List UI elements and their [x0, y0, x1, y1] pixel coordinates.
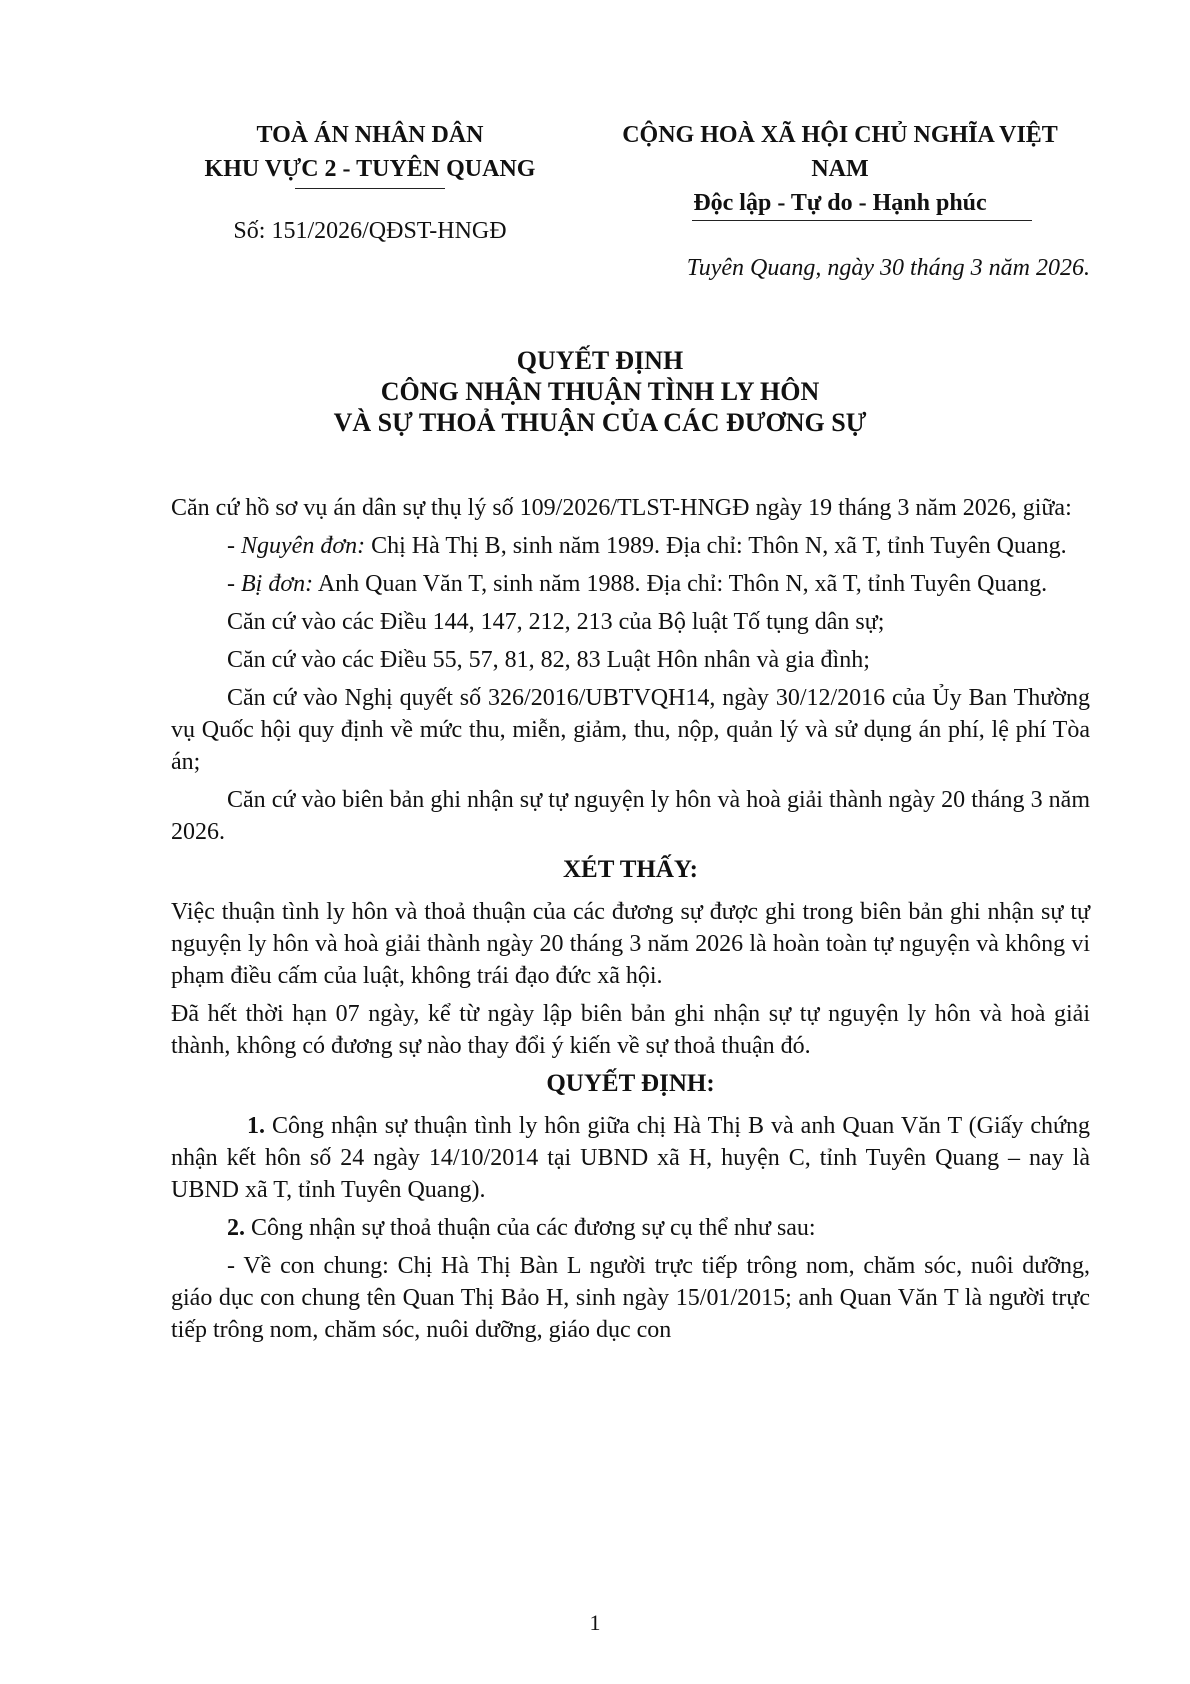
document-title	[150, 345, 1050, 438]
court-region: KHU VỰC 2 - TUYÊN QUANG	[204, 156, 536, 182]
defendant-text: Anh Quan Văn T, sinh năm 1988. Địa chỉ: Thôn N, xã T, tỉnh Tuyên Quang.	[317, 571, 1048, 597]
court-header	[150, 118, 590, 189]
decision-item-2-text: Công nhận sự thoả thuận của các đương sự cụ thể như sau:	[251, 1215, 816, 1241]
decision-item-1	[171, 1110, 1090, 1206]
document-number: Số: 151/2026/QĐST-HNGĐ	[233, 218, 507, 244]
intro-paragraph: Căn cứ hồ sơ vụ án dân sự thụ lý số 109/2026/TLST-HNGĐ ngày 19 tháng 3 năm 2026, giữa:	[171, 495, 1072, 521]
plaintiff-paragraph: - Nguyên đơn: Chị Hà Thị B, sinh năm 1989. Địa chỉ: Thôn N, xã T, tỉnh Tuyên Quang.	[227, 533, 1067, 559]
plaintiff-label: Nguyên đơn:	[241, 533, 366, 559]
legal-basis-3: Căn cứ vào Nghị quyết số 326/2016/UBTVQH14, ngày 30/12/2016 của Ủy Ban Thường vụ Quốc hội quy định về mức thu, miễn, giảm, thu, nộp, quản lý và sử dụng án phí, lệ phí Tòa án;	[171, 685, 1090, 775]
court-underline	[295, 188, 445, 189]
national-motto: Độc lập - Tự do - Hạnh phúc	[693, 190, 987, 216]
national-title-line2: NAM	[811, 156, 869, 182]
title-line3: VÀ SỰ THOẢ THUẬN CỦA CÁC ĐƯƠNG SỰ	[333, 408, 867, 437]
children-paragraph: - Về con chung: Chị Hà Thị Bàn L người trực tiếp trông nom, chăm sóc, nuôi dưỡng, giáo dục con chung tên Quan Thị Bảo H, sinh ngày 15/01/2015; anh Quan Văn T là người trực tiếp trông nom, chăm sóc, nuôi dưỡng, giáo dục con	[171, 1253, 1090, 1343]
court-name: TOÀ ÁN NHÂN DÂN	[256, 122, 484, 148]
document-body	[171, 492, 1090, 1352]
legal-basis-1: Căn cứ vào các Điều 144, 147, 212, 213 của Bộ luật Tố tụng dân sự;	[227, 609, 885, 635]
national-title-line1: CỘNG HOÀ XÃ HỘI CHỦ NGHĨA VIỆT	[622, 122, 1058, 148]
decision-item-2	[171, 1212, 1090, 1244]
defendant-label: Bị đơn:	[241, 571, 314, 597]
decision-item-1-number: 1.	[247, 1113, 265, 1139]
issue-date: Tuyên Quang, ngày 30 tháng 3 năm 2026.	[686, 255, 1090, 281]
finding-paragraph-2: Đã hết thời hạn 07 ngày, kể từ ngày lập biên bản ghi nhận sự tự nguyện ly hôn và hoà giải thành, không có đương sự nào thay đổi ý kiến về sự thoả thuận đó.	[171, 1001, 1090, 1059]
national-header	[590, 118, 1090, 221]
finding-paragraph-1: Việc thuận tình ly hôn và thoả thuận của các đương sự được ghi trong biên bản ghi nhận sự tự nguyện ly hôn và hoà giải thành ngày 20 tháng 3 năm 2026 là hoàn toàn tự nguyện và không vi phạm điều cấm của luật, không trái đạo đức xã hội.	[171, 899, 1090, 989]
legal-basis-4: Căn cứ vào biên bản ghi nhận sự tự nguyện ly hôn và hoà giải thành ngày 20 tháng 3 năm 2026.	[171, 787, 1090, 845]
page-number: 1	[589, 1610, 601, 1635]
decision-item-1-text: Công nhận sự thuận tình ly hôn giữa chị Hà Thị B và anh Quan Văn T (Giấy chứng nhận kết hôn số 24 ngày 14/10/2014 tại UBND xã H, huyện C, tỉnh Tuyên Quang – nay là UBND xã T, tỉnh Tuyên Quang).	[171, 1113, 1090, 1203]
decision-item-2-number: 2.	[227, 1215, 245, 1241]
motto-underline	[692, 220, 1032, 221]
title-line1: QUYẾT ĐỊNH	[516, 346, 684, 375]
title-line2: CÔNG NHẬN THUẬN TÌNH LY HÔN	[380, 377, 820, 406]
legal-basis-2: Căn cứ vào các Điều 55, 57, 81, 82, 83 Luật Hôn nhân và gia đình;	[227, 647, 870, 673]
plaintiff-text: Chị Hà Thị B, sinh năm 1989. Địa chỉ: Thôn N, xã T, tỉnh Tuyên Quang.	[371, 533, 1067, 559]
defendant-paragraph: - Bị đơn: Anh Quan Văn T, sinh năm 1988. Địa chỉ: Thôn N, xã T, tỉnh Tuyên Quang.	[227, 571, 1048, 597]
findings-heading: XÉT THẤY:	[562, 856, 698, 883]
decision-heading: QUYẾT ĐỊNH:	[546, 1070, 715, 1097]
